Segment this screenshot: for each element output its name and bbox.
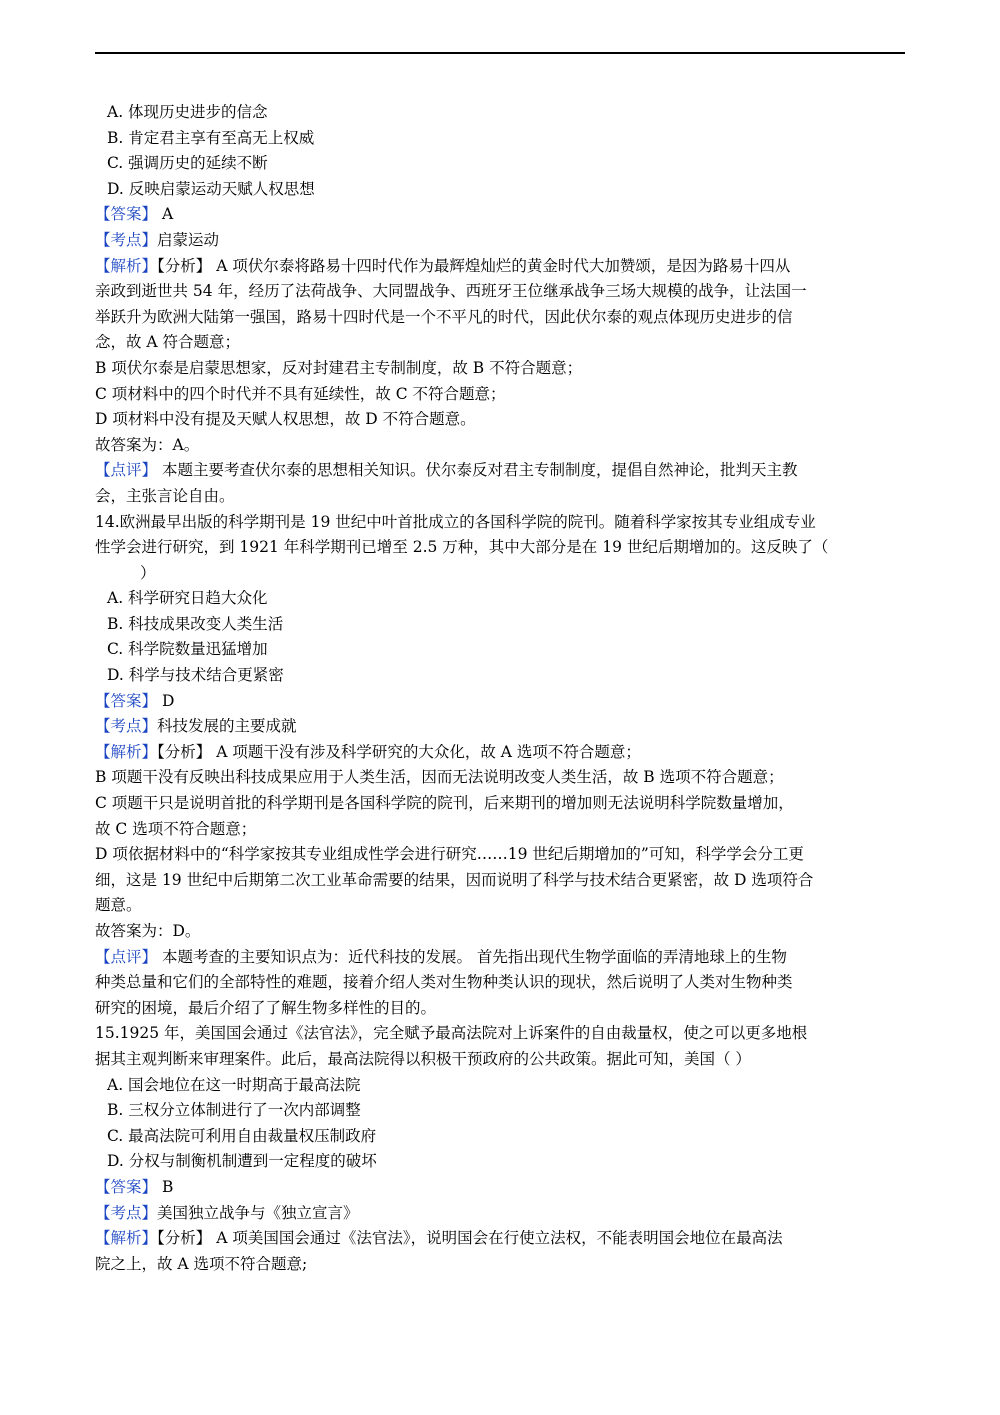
q14-analysis-line: B 项题干没有反映出科技成果应用于人类生活，因而无法说明改变人类生活，故 B 选项不符合题意； [95, 768, 784, 787]
q14-stem: 性学会进行研究，到 1921 年科学期刊已增至 2.5 万种，其中大部分是在 19 世纪后期增加的。这反映了（ [95, 538, 829, 557]
q15-answer [95, 1175, 907, 1201]
q15-stem: 15.1925 年，美国国会通过《法官法》，完全赋予最高法院对上诉案件的自由裁量权，使之可以更多地根 [95, 1024, 808, 1043]
topic-label: 【考点】 [95, 230, 158, 249]
q13-comment-line: 会，主张言论自由。 [95, 486, 235, 505]
comment-label: 【点评】 [95, 461, 158, 480]
q14-analysis-line: 细，这是 19 世纪中后期第二次工业革命需要的结果，因而说明了科学与技术结合更紧密，故 D 选项符合 [95, 870, 814, 889]
q13-analysis-line [95, 254, 907, 280]
q14-comment-text: 本题考查的主要知识点为：近代科技的发展。 首先指出现代生物学面临的弄清地球上的生物 [161, 947, 787, 966]
q14-analysis-line: 故答案为：D。 [95, 922, 201, 940]
q13-option-b: B. 肯定君主享有至高无上权威 [107, 128, 315, 147]
analysis-label: 【解析】 [95, 742, 158, 761]
q15-analysis-text: A 项美国国会通过《法官法》，说明国会在行使立法权，不能表明国会地位在最高法 [216, 1229, 783, 1248]
q14-analysis-line [95, 740, 907, 766]
q14-stem: ） [140, 563, 156, 582]
q13-option-a: A. 体现历史进步的信念 [107, 103, 268, 121]
q15-analysis-line [95, 1226, 907, 1252]
q14-analysis-line: C 项题干只是说明首批的科学期刊是各国科学院的院刊，后来期刊的增加则无法说明科学院数量增加， [95, 794, 794, 813]
q14-analysis-text: A 项题干没有涉及科学研究的大众化，故 A 选项不符合题意； [216, 742, 641, 761]
comment-label: 【点评】 [95, 947, 158, 966]
q15-option-c: C. 最高法院可利用自由裁量权压制政府 [107, 1126, 377, 1145]
document-body [95, 100, 907, 1277]
q15-option-d: D. 分权与制衡机制遭到一定程度的破坏 [107, 1152, 377, 1171]
q13-comment-text: 本题主要考查伏尔泰的思想相关知识。伏尔泰反对君主专制制度，提倡自然神论，批判天主教 [161, 461, 798, 480]
q14-analysis-line: 题意。 [95, 896, 142, 915]
analysis-label: 【解析】 [95, 256, 158, 275]
q15-topic [95, 1201, 907, 1227]
q13-analysis-line: 念，故 A 符合题意； [95, 333, 241, 352]
q14-option-b: B. 科技成果改变人类生活 [107, 614, 284, 633]
q14-topic [95, 714, 907, 740]
q13-answer [95, 202, 907, 228]
answer-label: 【答案】 [95, 1177, 158, 1196]
q15-topic-value: 美国独立战争与《独立宣言》 [157, 1203, 359, 1222]
q14-analysis-line: D 项依据材料中的“科学家按其专业组成性学会进行研究……19 世纪后期增加的”可知，科学学会分工更 [95, 845, 804, 864]
q13-answer-value: A [161, 205, 174, 224]
analysis-sub-label: 【分析】 [157, 256, 212, 275]
q14-answer [95, 689, 907, 715]
q15-answer-value: B [161, 1177, 174, 1196]
header-rule [95, 52, 905, 54]
q14-comment-line: 种类总量和它们的全部特性的难题，接着介绍人类对生物种类认识的现状，然后说明了人类对生物种类 [95, 973, 793, 992]
q13-analysis-text: A 项伏尔泰将路易十四时代作为最辉煌灿烂的黄金时代大加赞颂，是因为路易十四从 [216, 256, 791, 275]
q13-analysis-line: D 项材料中没有提及天赋人权思想，故 D 不符合题意。 [95, 410, 476, 429]
q13-option-c: C. 强调历史的延续不断 [107, 154, 268, 173]
q13-analysis-line: 亲政到逝世共 54 年，经历了法荷战争、大同盟战争、西班牙王位继承战争三场大规模的战争，让法国一 [95, 282, 807, 301]
q13-analysis-line: 故答案为：A。 [95, 435, 200, 454]
q14-comment [95, 945, 907, 971]
topic-label: 【考点】 [95, 717, 158, 736]
q15-analysis-line: 院之上，故 A 选项不符合题意; [95, 1254, 308, 1273]
q14-stem: 14.欧洲最早出版的科学期刊是 19 世纪中叶首批成立的各国科学院的院刊。随着科学家按其专业组成专业 [95, 512, 816, 531]
q15-stem: 据其主观判断来审理案件。此后，最高法院得以积极干预政府的公共政策。据此可知，美国（ ） [95, 1049, 751, 1068]
q14-option-c: C. 科学院数量迅猛增加 [107, 640, 268, 659]
q14-analysis-line: 故 C 选项不符合题意； [95, 819, 257, 838]
q13-analysis-line: C 项材料中的四个时代并不具有延续性，故 C 不符合题意； [95, 384, 506, 403]
topic-label: 【考点】 [95, 1203, 158, 1222]
q15-option-b: B. 三权分立体制进行了一次内部调整 [107, 1101, 361, 1120]
q13-option-d: D. 反映启蒙运动天赋人权思想 [107, 179, 315, 198]
analysis-sub-label: 【分析】 [157, 1229, 212, 1248]
q13-topic-value: 启蒙运动 [157, 230, 220, 249]
q13-analysis-line: B 项伏尔泰是启蒙思想家，反对封建君主专制制度，故 B 不符合题意； [95, 358, 583, 377]
q14-option-d: D. 科学与技术结合更紧密 [107, 666, 284, 685]
answer-label: 【答案】 [95, 691, 158, 710]
q14-option-a: A. 科学研究日趋大众化 [107, 589, 268, 608]
q15-option-a: A. 国会地位在这一时期高于最高法院 [107, 1075, 361, 1094]
analysis-label: 【解析】 [95, 1229, 158, 1248]
analysis-sub-label: 【分析】 [157, 742, 212, 761]
q13-analysis-line: 举跃升为欧洲大陆第一强国，路易十四时代是一个不平凡的时代，因此伏尔泰的观点体现历史进步的信 [95, 307, 793, 326]
q14-topic-value: 科技发展的主要成就 [157, 717, 297, 736]
q14-answer-value: D [161, 691, 175, 710]
q13-topic [95, 228, 907, 254]
q14-comment-line: 研究的困境，最后介绍了了解生物多样性的目的。 [95, 998, 437, 1017]
answer-label: 【答案】 [95, 205, 158, 224]
q13-comment [95, 458, 907, 484]
